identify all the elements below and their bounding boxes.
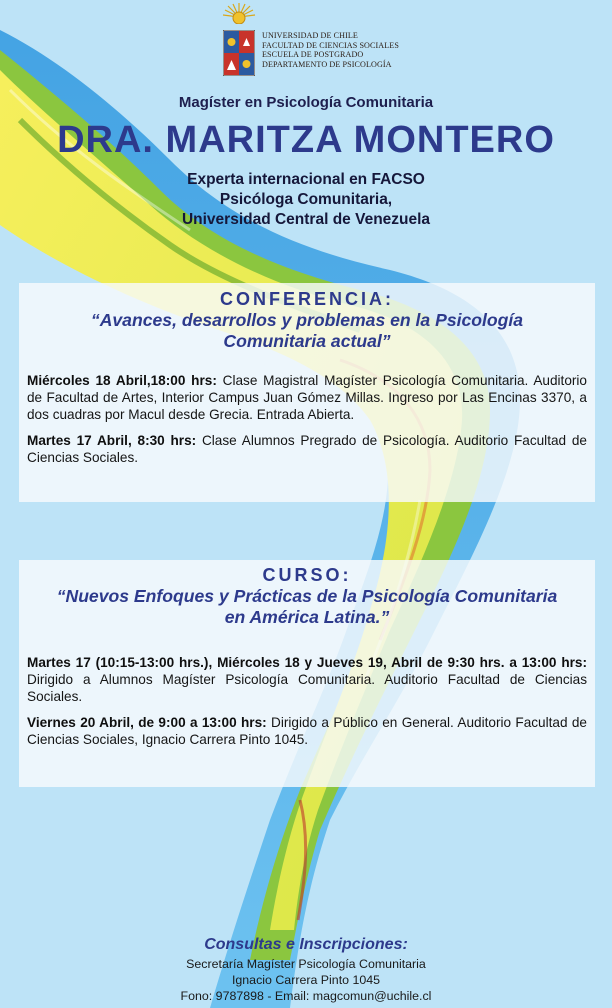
- sun-emblem-icon: [222, 2, 256, 32]
- contact-line: Secretaría Magíster Psicología Comunitaria: [186, 957, 426, 971]
- contact-email-line: Fono: 9787898 - Email: magcomun@uchile.cl: [180, 989, 432, 1003]
- institution-lines: [262, 31, 399, 69]
- institution-line: DEPARTAMENTO DE PSICOLOGÍA: [262, 59, 392, 69]
- course-title: “Nuevos Enfoques y Prácticas de la Psicología Comunitaria en América Latina.”: [56, 586, 558, 627]
- conference-title: “Avances, desarrollos y problemas en la Psicología Comunitaria actual”: [90, 310, 524, 351]
- session-detail: Dirigido a Público en General. Auditorio Facultad de Ciencias Sociales, Ignacio Carrera Pinto 1045.: [27, 715, 587, 747]
- contact-title: Consultas e Inscripciones:: [204, 936, 408, 953]
- session-detail: Clase Alumnos Pregrado de Psicología. Auditorio Facultad de Ciencias Sociales.: [27, 433, 587, 465]
- university-crest-icon: [223, 30, 255, 76]
- session-when: Miércoles 18 Abril,18:00 hrs:: [27, 373, 217, 388]
- session-when: Martes 17 Abril, 8:30 hrs:: [27, 433, 197, 448]
- affiliation-line: Universidad Central de Venezuela: [181, 211, 431, 228]
- affiliation-line: Experta internacional en FACSO: [187, 171, 425, 188]
- contact-footer: [0, 934, 612, 1004]
- session-when: Viernes 20 Abril, de 9:00 a 13:00 hrs:: [27, 715, 267, 730]
- institution-line: FACULTAD DE CIENCIAS SOCIALES: [262, 40, 399, 50]
- conference-panel: [19, 283, 595, 502]
- title-block: [0, 92, 612, 230]
- course-session: [19, 714, 595, 748]
- institution-line: UNIVERSIDAD DE CHILE: [262, 31, 358, 40]
- course-session: [19, 654, 595, 705]
- affiliation-line: Psicóloga Comunitaria,: [219, 191, 393, 208]
- conference-heading: CONFERENCIA:: [220, 289, 394, 309]
- session-detail: Dirigido a Alumnos Magíster Psicología Comunitaria. Auditorio Facultad de Ciencias Sociales.: [27, 672, 587, 704]
- university-header: [220, 2, 420, 80]
- speaker-affiliation: [0, 170, 612, 230]
- conference-session: [19, 372, 595, 423]
- program-name: Magíster en Psicología Comunitaria: [178, 94, 434, 111]
- conference-session: [19, 432, 595, 466]
- course-panel: [19, 560, 595, 787]
- institution-line: ESCUELA DE POSTGRADO: [262, 50, 364, 60]
- speaker-name: DRA. MARITZA MONTERO: [57, 119, 555, 161]
- contact-line: Ignacio Carrera Pinto 1045: [231, 973, 381, 987]
- session-detail: Clase Magistral Magíster Psicología Comunitaria. Auditorio de Facultad de Artes, Interior Campus Juan Gómez Millas. Ingreso por Las Encinas 3370, a dos cuadras por Macul desde Grecia. Entrada Abierta.: [27, 373, 587, 422]
- session-when: Martes 17 (10:15-13:00 hrs.), Miércoles 18 y Jueves 19, Abril de 9:30 hrs. a 13:00 hrs:: [27, 655, 587, 670]
- course-heading: CURSO:: [262, 565, 352, 585]
